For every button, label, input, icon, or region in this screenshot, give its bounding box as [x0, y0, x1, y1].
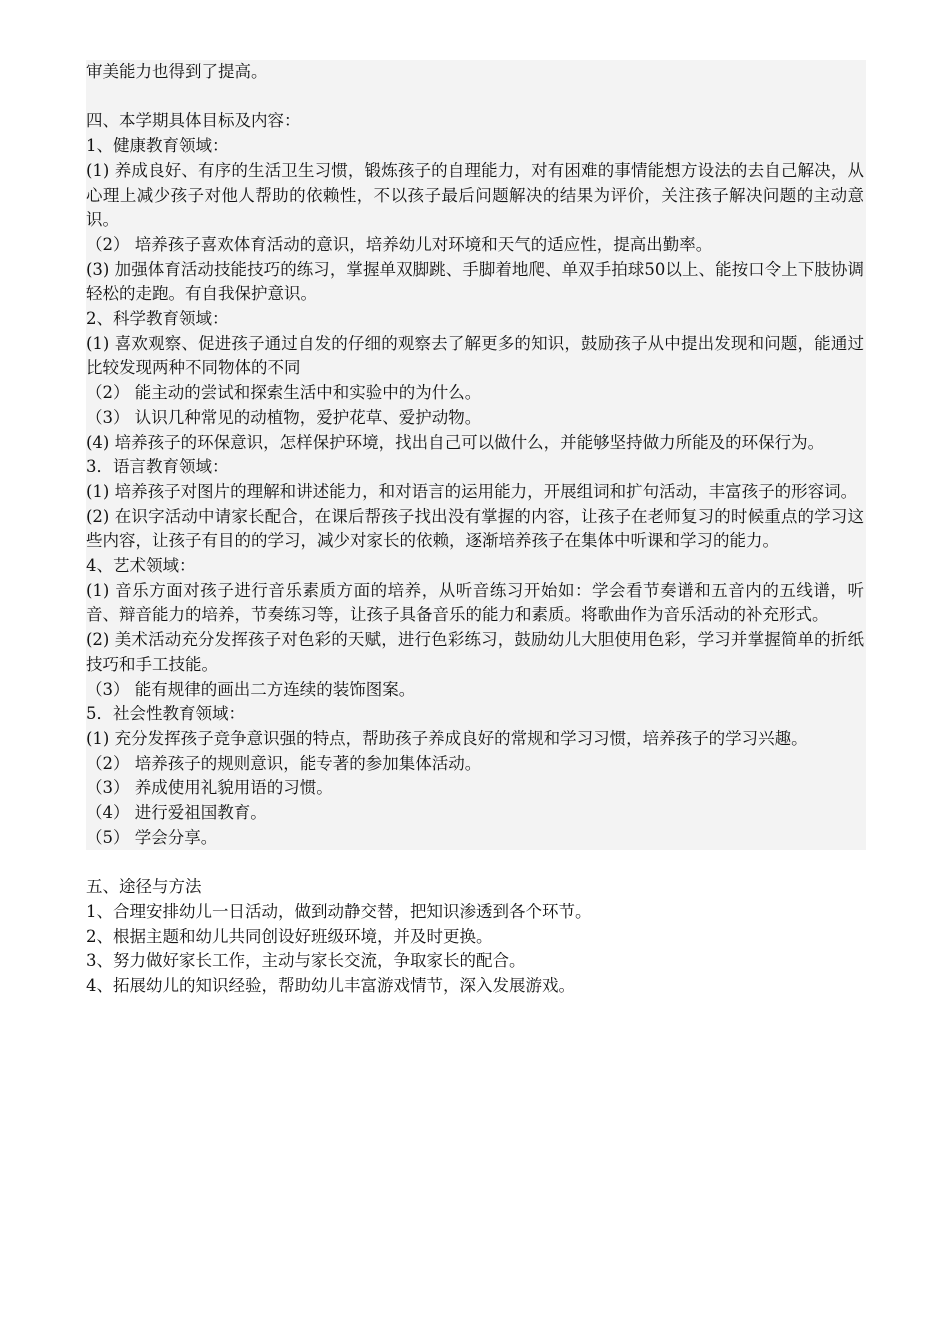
- document-body: [86, 60, 866, 999]
- science-item-1: (1) 喜欢观察、促进孩子通过自发的仔细的观察去了解更多的知识，鼓励孩子从中提出发现和问题，能通过比较发现两种不同物体的不同: [86, 333, 864, 378]
- subheading-social: 5．社会性教育领域：: [86, 704, 245, 724]
- subheading-art: 4、艺术领域：: [86, 556, 196, 576]
- social-item-1: (1) 充分发挥孩子竞争意识强的特点，帮助孩子养成良好的常规和学习习惯，培养孩子的学习兴趣。: [86, 728, 808, 748]
- subheading-language: 3．语言教育领域：: [86, 457, 229, 477]
- science-item-3: （3） 认识几种常见的动植物，爱护花草、爱护动物。: [86, 407, 482, 427]
- social-item-5: （5） 学会分享。: [86, 827, 218, 847]
- method-item-4: 4、拓展幼儿的知识经验，帮助幼儿丰富游戏情节，深入发展游戏。: [86, 975, 575, 995]
- method-item-2: 2、根据主题和幼儿共同创设好班级环境，并及时更换。: [86, 926, 493, 946]
- art-item-2: (2) 美术活动充分发挥孩子对色彩的天赋，进行色彩练习，鼓励幼儿大胆使用色彩，学习并掌握简单的折纸技巧和手工技能。: [86, 630, 864, 674]
- language-item-1: (1) 培养孩子对图片的理解和讲述能力，和对语言的运用能力，开展组词和扩句活动，丰富孩子的形容词。: [86, 481, 858, 501]
- health-item-1: (1) 养成良好、有序的生活卫生习惯，锻炼孩子的自理能力，对有困难的事情能想方设法的去自己解决，从心理上减少孩子对他人帮助的依赖性，不以孩子最后问题解决的结果为评价，关注孩子解决问题的主动意识。: [86, 160, 864, 230]
- shaded-section: [86, 60, 866, 850]
- social-item-3: （3） 养成使用礼貌用语的习惯。: [86, 778, 333, 798]
- method-item-1: 1、合理安排幼儿一日活动，做到动静交替，把知识渗透到各个环节。: [86, 901, 592, 921]
- subheading-science: 2、科学教育领域：: [86, 309, 229, 329]
- blank-line: [86, 85, 866, 110]
- blank-line: [86, 850, 866, 875]
- science-item-4: (4) 培养孩子的环保意识，怎样保护环境，找出自己可以做什么，并能够坚持做力所能及的环保行为。: [86, 432, 825, 452]
- methods-section: [86, 875, 866, 999]
- social-item-2: （2） 培养孩子的规则意识，能专著的参加集体活动。: [86, 753, 482, 773]
- section-heading-goals: 四、本学期具体目标及内容：: [86, 111, 301, 131]
- art-item-3: （3） 能有规律的画出二方连续的装饰图案。: [86, 679, 416, 699]
- subheading-health: 1、健康教育领域：: [86, 136, 229, 156]
- health-item-2: （2） 培养孩子喜欢体育活动的意识，培养幼儿对环境和天气的适应性，提高出勤率。: [86, 234, 713, 254]
- art-item-1: (1) 音乐方面对孩子进行音乐素质方面的培养，从听音练习开始如：学会看节奏谱和五音内的五线谱，听音、辩音能力的培养，节奏练习等，让孩子具备音乐的能力和素质。将歌曲作为音乐活动的补充形式。: [86, 580, 864, 625]
- paragraph-closing-sentence: 审美能力也得到了提高。: [86, 62, 268, 81]
- section-heading-methods: 五、途径与方法: [86, 877, 202, 897]
- language-item-2: (2) 在识字活动中请家长配合，在课后帮孩子找出没有掌握的内容，让孩子在老师复习的时候重点的学习这些内容，让孩子有目的的学习，减少对家长的依赖，逐渐培养孩子在集体中听课和学习的能力。: [86, 506, 864, 551]
- science-item-2: （2） 能主动的尝试和探索生活中和实验中的为什么。: [86, 383, 482, 403]
- social-item-4: （4） 进行爱祖国教育。: [86, 803, 267, 823]
- method-item-3: 3、努力做好家长工作，主动与家长交流，争取家长的配合。: [86, 951, 526, 971]
- health-item-3: (3) 加强体育活动技能技巧的练习，掌握单双脚跳、手脚着地爬、单双手拍球50以上、能按口令上下肢协调轻松的走跑。有自我保护意识。: [86, 259, 864, 304]
